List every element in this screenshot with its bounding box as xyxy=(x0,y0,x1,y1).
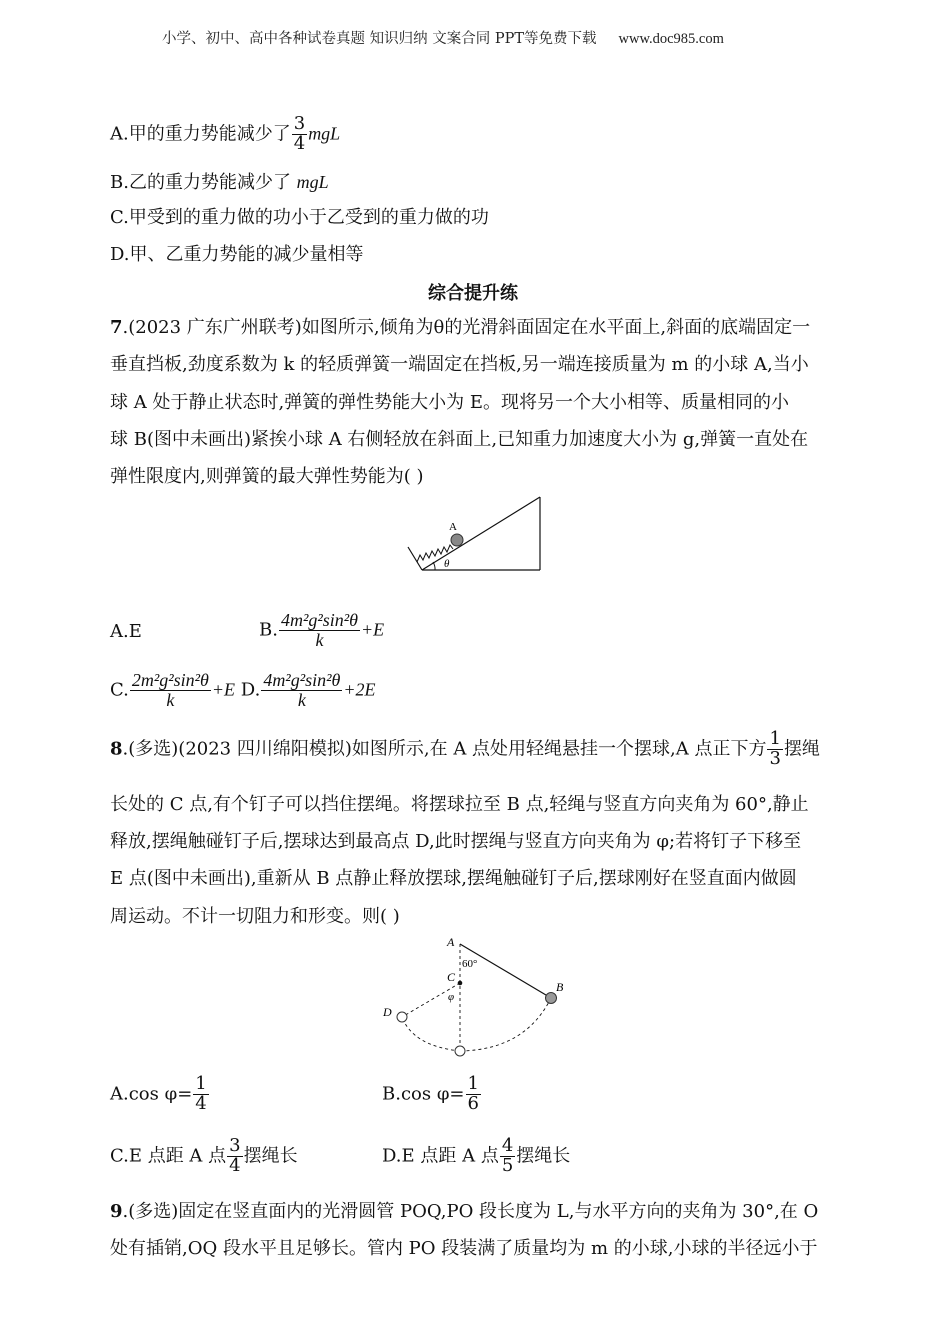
q7-option-b-fraction xyxy=(279,611,360,650)
header-text: 小学、初中、高中各种试卷真题 知识归纳 文案合同 PPT等免费下载 xyxy=(162,31,597,47)
q7-option-b xyxy=(259,611,384,650)
frac-numerator: 4 xyxy=(501,1135,514,1156)
header-url[interactable]: www.doc985.com xyxy=(618,31,724,47)
frac-denominator: 4 xyxy=(195,1092,207,1114)
frac-numerator: 2m²g²sin²θ xyxy=(131,670,209,690)
q6-option-b-expr: mgL xyxy=(296,172,329,192)
incline-surface xyxy=(422,497,540,570)
q6-option-a xyxy=(110,115,340,154)
frac-denominator: k xyxy=(166,689,175,710)
q7-option-b-suffix: +E xyxy=(361,619,385,640)
q8-option-b-fraction xyxy=(466,1075,481,1114)
ball-b xyxy=(546,993,557,1004)
label-c: C xyxy=(447,970,456,984)
q8-line-3: 释放,摆绳触碰钉子后,摆球达到最高点 D,此时摆绳与竖直方向夹角为 φ;若将钉子下移至 xyxy=(110,831,802,852)
q6-option-b xyxy=(110,168,329,194)
q7-line-4: 球 B(图中未画出)紧挨小球 A 右侧轻放在斜面上,已知重力加速度大小为 g,弹簧一直处在 xyxy=(110,429,809,450)
q8-option-a-fraction xyxy=(193,1075,208,1114)
frac-numerator: 3 xyxy=(293,113,306,134)
q6-option-d: D.甲、乙重力势能的减少量相等 xyxy=(110,244,364,265)
frac-numerator: 4m²g²sin²θ xyxy=(280,610,358,630)
page-header xyxy=(162,27,724,48)
baffle-plate xyxy=(408,547,422,570)
q8-line-1 xyxy=(110,730,820,769)
arc-b-bottom xyxy=(460,998,551,1051)
q8-option-d xyxy=(382,1137,570,1176)
q6-option-b-text: B.乙的重力势能减少了 xyxy=(110,172,297,193)
frac-numerator: 1 xyxy=(769,728,781,749)
q8-option-d-text: D.E 点距 A 点 xyxy=(382,1145,499,1167)
rope-ab xyxy=(460,944,551,998)
q8-option-d-fraction xyxy=(500,1137,515,1176)
frac-numerator: 3 xyxy=(229,1135,241,1156)
q6-option-c: C.甲受到的重力做的功小于乙受到的重力做的功 xyxy=(110,207,489,228)
angle-theta-label: θ xyxy=(444,558,450,570)
frac-denominator: 4 xyxy=(229,1154,241,1176)
frac-numerator: 4m²g²sin²θ xyxy=(263,670,341,690)
label-d: D xyxy=(383,1005,392,1019)
q7-number: 7 xyxy=(110,317,123,338)
q6-option-a-text: A.甲的重力势能减少了 xyxy=(110,123,291,145)
frac-denominator: 5 xyxy=(501,1154,514,1176)
frac-denominator: 4 xyxy=(293,132,306,154)
q9-number: 9 xyxy=(110,1201,123,1222)
q8-line-5: 周运动。不计一切阻力和形变。则( ) xyxy=(110,906,400,927)
q9-line-1 xyxy=(110,1197,818,1223)
label-phi: φ xyxy=(448,991,455,1003)
q8-option-c xyxy=(110,1137,298,1176)
ball-bottom xyxy=(455,1046,465,1056)
frac-numerator: 1 xyxy=(467,1073,479,1094)
q7-line-2: 垂直挡板,劲度系数为 k 的轻质弹簧一端固定在挡板,另一端连接质量为 m 的小球 A,当小 xyxy=(110,354,809,375)
q7-option-a xyxy=(110,621,142,642)
q7-line-3: 球 A 处于静止状态时,弹簧的弹性势能大小为 E。现将另一个大小相等、质量相同的小 xyxy=(110,392,790,413)
q8-line-1-fraction xyxy=(767,730,782,769)
q8-number: 8 xyxy=(110,738,123,760)
q8-option-b-text: B.cos φ= xyxy=(382,1083,465,1105)
frac-denominator: k xyxy=(315,629,324,650)
q9-line-1-text: .(多选)固定在竖直面内的光滑圆管 POQ,PO 段长度为 L,与水平方向的夹角为 30°,在 O xyxy=(122,1201,819,1222)
q8-line-1-text: .(多选)(2023 四川绵阳模拟)如图所示,在 A 点处用轻绳悬挂一个摆球,A 点正下方 xyxy=(122,738,767,760)
frac-numerator: 1 xyxy=(195,1073,207,1094)
q8-option-c-text: C.E 点距 A 点 xyxy=(110,1145,227,1167)
ball-a-label: A xyxy=(449,521,457,533)
nail-c xyxy=(458,981,463,986)
q8-option-b xyxy=(382,1075,482,1114)
frac-denominator: 3 xyxy=(769,747,781,769)
q6-option-a-expr: mgL xyxy=(308,123,341,144)
q7-line-1-text: .(2023 广东广州联考)如图所示,倾角为θ的光滑斜面固定在水平面上,斜面的底端固定一 xyxy=(122,317,811,338)
q8-line-2: 长处的 C 点,有个钉子可以挡住摆绳。将摆球拉至 B 点,轻绳与竖直方向夹角为 60°,静止 xyxy=(110,794,809,815)
ball-d xyxy=(397,1012,407,1022)
q8-option-a xyxy=(110,1075,210,1114)
q7-incline-figure xyxy=(400,492,550,576)
q7-line-1 xyxy=(110,313,810,339)
q7-option-d-fraction xyxy=(261,671,342,710)
angle-arc xyxy=(433,562,435,570)
q6-option-a-fraction xyxy=(292,115,307,154)
q7-option-d-label: D. xyxy=(240,679,261,701)
arc-bottom-d xyxy=(402,1017,460,1051)
q8-option-c-fraction xyxy=(227,1137,242,1176)
q7-option-d-suffix: +2E xyxy=(343,679,376,700)
q8-pendulum-figure xyxy=(375,934,575,1064)
label-60-degrees: 60° xyxy=(462,958,478,970)
q8-option-c-tail: 摆绳长 xyxy=(243,1145,298,1167)
q7-option-c-label: C. xyxy=(110,679,129,701)
q8-option-d-tail: 摆绳长 xyxy=(516,1145,571,1167)
q7-line-5: 弹性限度内,则弹簧的最大弹性势能为( ) xyxy=(110,466,424,487)
ball-a xyxy=(451,534,463,546)
q7-options-cd xyxy=(110,671,376,710)
frac-denominator: 6 xyxy=(467,1092,479,1114)
q8-line-4: E 点(图中未画出),重新从 B 点静止释放摆球,摆绳触碰钉子后,摆球刚好在竖直面内做圆 xyxy=(110,868,797,889)
q7-option-c-suffix: +E xyxy=(211,679,236,700)
section-title: 综合提升练 xyxy=(428,283,518,304)
q9-line-2: 处有插销,OQ 段水平且足够长。管内 PO 段装满了质量均为 m 的小球,小球的半径远小于 xyxy=(110,1238,818,1259)
label-b: B xyxy=(556,980,564,994)
q7-option-c-fraction xyxy=(130,671,211,710)
q8-option-a-text: A.cos φ= xyxy=(110,1083,193,1105)
frac-denominator: k xyxy=(297,689,306,710)
q8-line-1-tail: 摆绳 xyxy=(783,738,820,760)
label-a: A xyxy=(447,935,455,949)
q7-option-b-label: B. xyxy=(259,619,278,641)
q7-option-a-text: A.E xyxy=(110,621,142,642)
